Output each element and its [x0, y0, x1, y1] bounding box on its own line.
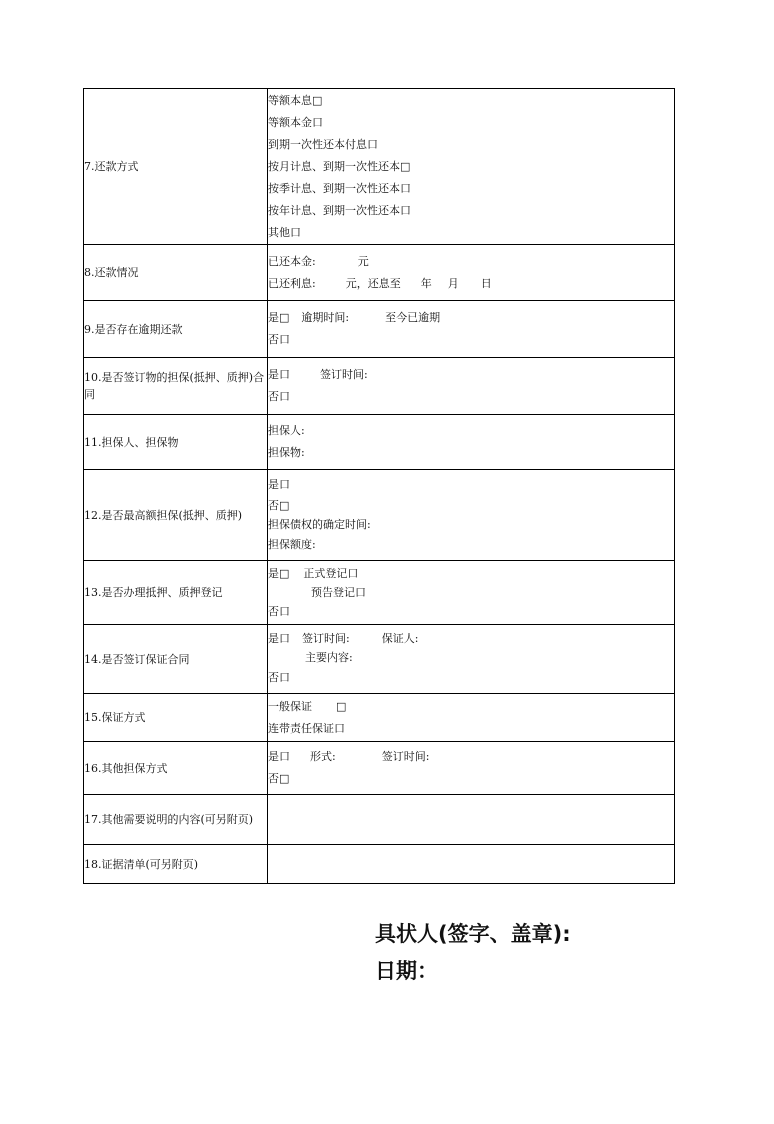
interest-repaid-label: 已还利息: — [268, 276, 316, 290]
pre-registration-checkbox[interactable]: 预告登记口 — [311, 586, 366, 599]
option-other[interactable]: 其他口 — [268, 225, 301, 239]
form-row-other-notes — [84, 795, 675, 845]
option-monthly-interest[interactable]: 按月计息、到期一次性还本□ — [268, 159, 411, 173]
row-label: 14.是否签订保证合同 — [84, 625, 268, 694]
row-label: 18.证据清单(可另附页) — [84, 845, 268, 884]
other-guarantee-yes-line — [268, 746, 674, 768]
guarantee-contract-yes-checkbox[interactable]: 是口 — [268, 632, 290, 645]
row-label: 10.是否签订物的担保(抵押、质押)合同 — [84, 358, 268, 415]
guarantor-label: 保证人: — [381, 632, 419, 645]
main-content-label: 主要内容: — [305, 651, 353, 664]
option-equal-principal[interactable]: 等额本金口 — [268, 115, 323, 129]
sign-time-label: 签订时间: — [320, 368, 368, 381]
general-guarantee-label: 一般保证 — [268, 699, 312, 713]
guarantee-object-label: 担保物: — [268, 446, 305, 459]
form-row-repayment-method — [84, 89, 675, 245]
row-label: 15.保证方式 — [84, 694, 268, 742]
year-unit: 年 — [420, 276, 432, 290]
form-row-guarantee-contract — [84, 625, 675, 694]
general-guarantee-line — [268, 696, 674, 718]
row-content — [268, 625, 675, 694]
row-content — [268, 301, 675, 358]
row-content — [268, 358, 675, 415]
date-label: 日期： — [375, 959, 438, 983]
option-quarterly-interest[interactable]: 按季计息、到期一次性还本口 — [268, 181, 411, 195]
registration-yes-line — [268, 564, 674, 583]
interest-repaid-line — [268, 273, 674, 295]
max-guarantee-yes-checkbox[interactable]: 是口 — [268, 478, 290, 491]
row-label: 12.是否最高额担保(抵押、质押) — [84, 470, 268, 561]
guarantor-label: 担保人: — [268, 424, 305, 437]
row-content — [268, 561, 675, 625]
formal-registration-checkbox[interactable]: 正式登记口 — [303, 567, 359, 580]
collateral-yes-checkbox[interactable]: 是口 — [268, 368, 290, 381]
form-label: 形式: — [310, 750, 336, 763]
row-content — [268, 694, 675, 742]
max-guarantee-no-checkbox[interactable]: 否□ — [268, 499, 290, 512]
interest-until-label: 元，还息至 — [345, 276, 401, 290]
collateral-yes-line — [268, 364, 674, 386]
row-content — [268, 742, 675, 795]
option-equal-principal-interest[interactable]: 等额本息□ — [268, 93, 323, 107]
registration-no-checkbox[interactable]: 否口 — [268, 605, 290, 618]
row-content — [268, 245, 675, 301]
general-guarantee-checkbox[interactable]: □ — [336, 699, 347, 713]
evidence-list-field[interactable] — [268, 845, 675, 884]
row-content — [268, 89, 675, 245]
overdue-till-now-label: 至今已逾期 — [385, 311, 441, 324]
form-row-collateral-contract — [84, 358, 675, 415]
row-content — [268, 470, 675, 561]
form-row-guarantor — [84, 415, 675, 470]
other-notes-field[interactable] — [268, 795, 675, 845]
other-guarantee-yes-checkbox[interactable]: 是口 — [268, 750, 290, 763]
collateral-no-checkbox[interactable]: 否口 — [268, 390, 290, 403]
guarantee-amount-label: 担保额度: — [268, 538, 316, 551]
overdue-yes-line — [268, 307, 674, 329]
row-label: 11.担保人、担保物 — [84, 415, 268, 470]
form-row-evidence-list — [84, 845, 675, 884]
yuan-unit: 元 — [357, 254, 369, 268]
joint-liability-checkbox[interactable]: 连带责任保证口 — [268, 721, 345, 735]
form-row-max-guarantee — [84, 470, 675, 561]
form-row-guarantee-method — [84, 694, 675, 742]
month-unit: 月 — [447, 276, 459, 290]
row-label: 8.还款情况 — [84, 245, 268, 301]
principal-repaid-line — [268, 251, 674, 273]
row-label: 7.还款方式 — [84, 89, 268, 245]
overdue-yes-checkbox[interactable]: 是□ — [268, 311, 290, 324]
overdue-no-checkbox[interactable]: 否口 — [268, 333, 290, 346]
option-yearly-interest[interactable]: 按年计息、到期一次性还本口 — [268, 203, 411, 217]
debt-confirm-time-label: 担保债权的确定时间: — [268, 518, 371, 531]
row-label: 13.是否办理抵押、质押登记 — [84, 561, 268, 625]
guarantee-contract-no-checkbox[interactable]: 否口 — [268, 671, 290, 684]
guarantee-contract-yes-line — [268, 629, 674, 648]
principal-repaid-label: 已还本金: — [268, 254, 316, 268]
form-row-other-guarantee — [84, 742, 675, 795]
signer-signature-label: 具状人(签字、盖章): — [375, 922, 571, 946]
row-label: 17.其他需要说明的内容(可另附页) — [84, 795, 268, 845]
form-row-overdue — [84, 301, 675, 358]
row-label: 16.其他担保方式 — [84, 742, 268, 795]
day-unit: 日 — [480, 276, 492, 290]
row-label: 9.是否存在逾期还款 — [84, 301, 268, 358]
form-row-registration — [84, 561, 675, 625]
registration-yes-checkbox[interactable]: 是□ — [268, 567, 290, 580]
option-lump-sum[interactable]: 到期一次性还本付息口 — [268, 137, 378, 151]
sign-time-label: 签订时间: — [381, 750, 430, 763]
other-guarantee-no-checkbox[interactable]: 否□ — [268, 772, 290, 785]
sign-time-label: 签订时间: — [302, 632, 350, 645]
form-row-repayment-status — [84, 245, 675, 301]
loan-form-table — [83, 88, 675, 884]
overdue-time-label: 逾期时间: — [301, 311, 350, 324]
row-content — [268, 415, 675, 470]
